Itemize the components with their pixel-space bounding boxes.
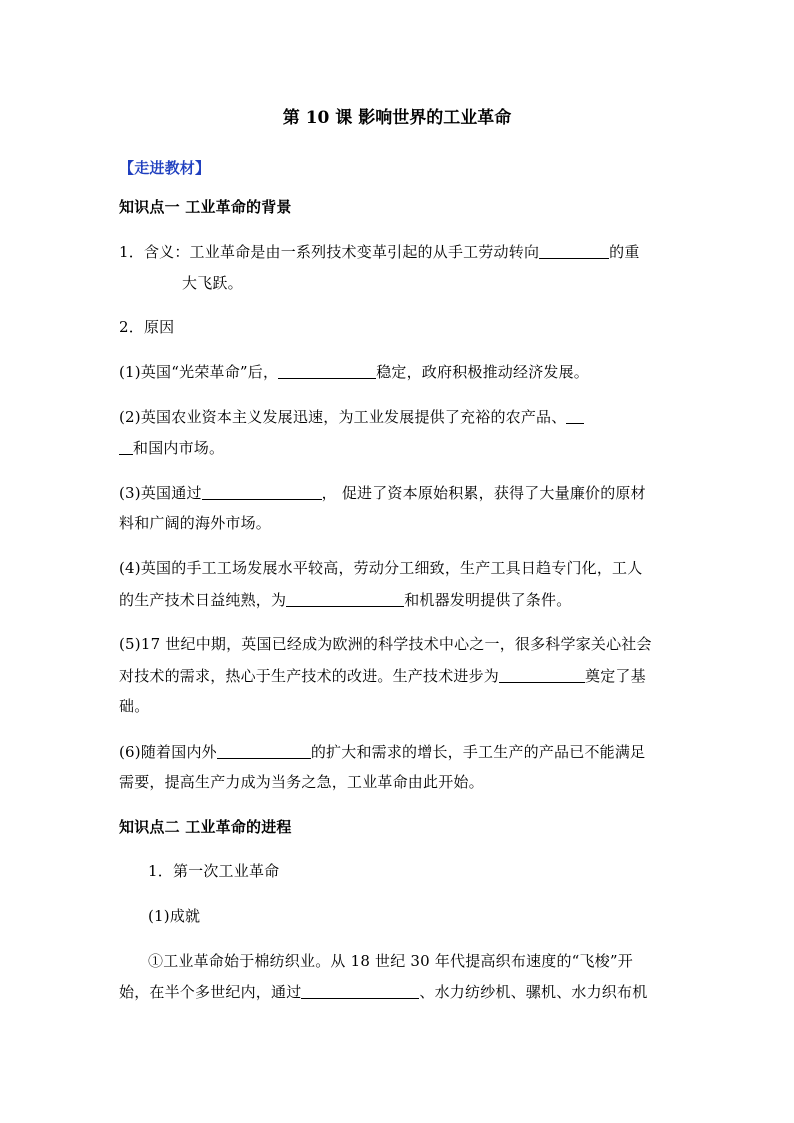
reason-2-line2 [119,436,679,459]
section-tag: 【走进教材】 [119,159,211,177]
fill-blank [499,666,585,683]
text: 对技术的需求，热心于生产技术的改进。生产技术进步为 [119,667,500,685]
reason-4-line1: (4)英国的手工工场发展水平较高，劳动分工细致，生产工具日趋专门化，工人 [119,559,643,577]
text: 和机器发明提供了条件。 [404,591,572,609]
text: ， 促进了资本原始积累，获得了大量廉价的原材 [321,484,646,502]
kp1-reasons-heading: 2．原因 [119,318,175,336]
reason-5-line2 [119,664,679,687]
reason-5-line1: (5)17 世纪中期，英国已经成为欧洲的科学技术中心之一，很多科学家关心社会 [119,635,652,653]
kp1-heading: 知识点一 工业革命的背景 [119,198,292,216]
text: 的重 [609,243,640,261]
text: 奠定了基 [585,667,646,685]
reason-3-line2: 料和广阔的海外市场。 [119,514,272,532]
reason-4-line2 [119,588,679,611]
kp2-first-revolution: 1．第一次工业革命 [148,862,280,880]
fill-blank [286,590,404,607]
reason-6-line2: 需要，提高生产力成为当务之急，工业革命由此开始。 [119,773,484,791]
fill-blank [278,362,376,379]
kp2-achievements: (1)成就 [148,907,201,925]
kp1-definition-line1 [119,240,679,263]
kp2-paragraph-line2 [119,980,679,1003]
page-title: 第 10 课 影响世界的工业革命 [282,108,512,128]
kp1-definition-line2: 大飞跃。 [182,274,243,292]
reason-5-line3: 础。 [119,697,150,715]
fill-blank [119,438,133,455]
fill-blank [217,742,311,759]
kp2-heading: 知识点二 工业革命的进程 [119,818,292,836]
text: 、水力纺纱机、骡机、水力织布机 [419,983,648,1001]
text: (6)随着国内外 [119,743,217,761]
text: (2)英国农业资本主义发展迅速，为工业发展提供了充裕的农产品、 [119,408,567,426]
fill-blank [539,242,609,259]
text: 和国内市场。 [133,439,225,457]
text: 始，在半个多世纪内，通过 [119,983,302,1001]
reason-3-line1 [119,481,679,504]
fill-blank [202,483,322,500]
reason-6-line1 [119,740,679,763]
fill-blank [566,407,584,424]
text: 的扩大和需求的增长，手工生产的产品已不能满足 [310,743,646,761]
kp2-paragraph-line1: ①工业革命始于棉纺织业。从 18 世纪 30 年代提高织布速度的“飞梭”开 [148,952,633,970]
text: 稳定，政府积极推动经济发展。 [376,363,589,381]
text: 1．含义：工业革命是由一系列技术变革引起的从手工劳动转向 [119,243,540,261]
fill-blank [301,982,419,999]
reason-1 [119,360,679,383]
text: (1)英国“光荣革命”后， [119,363,279,381]
text: 的生产技术日益纯熟，为 [119,591,287,609]
text: (3)英国通过 [119,484,202,502]
reason-2-line1 [119,405,679,428]
